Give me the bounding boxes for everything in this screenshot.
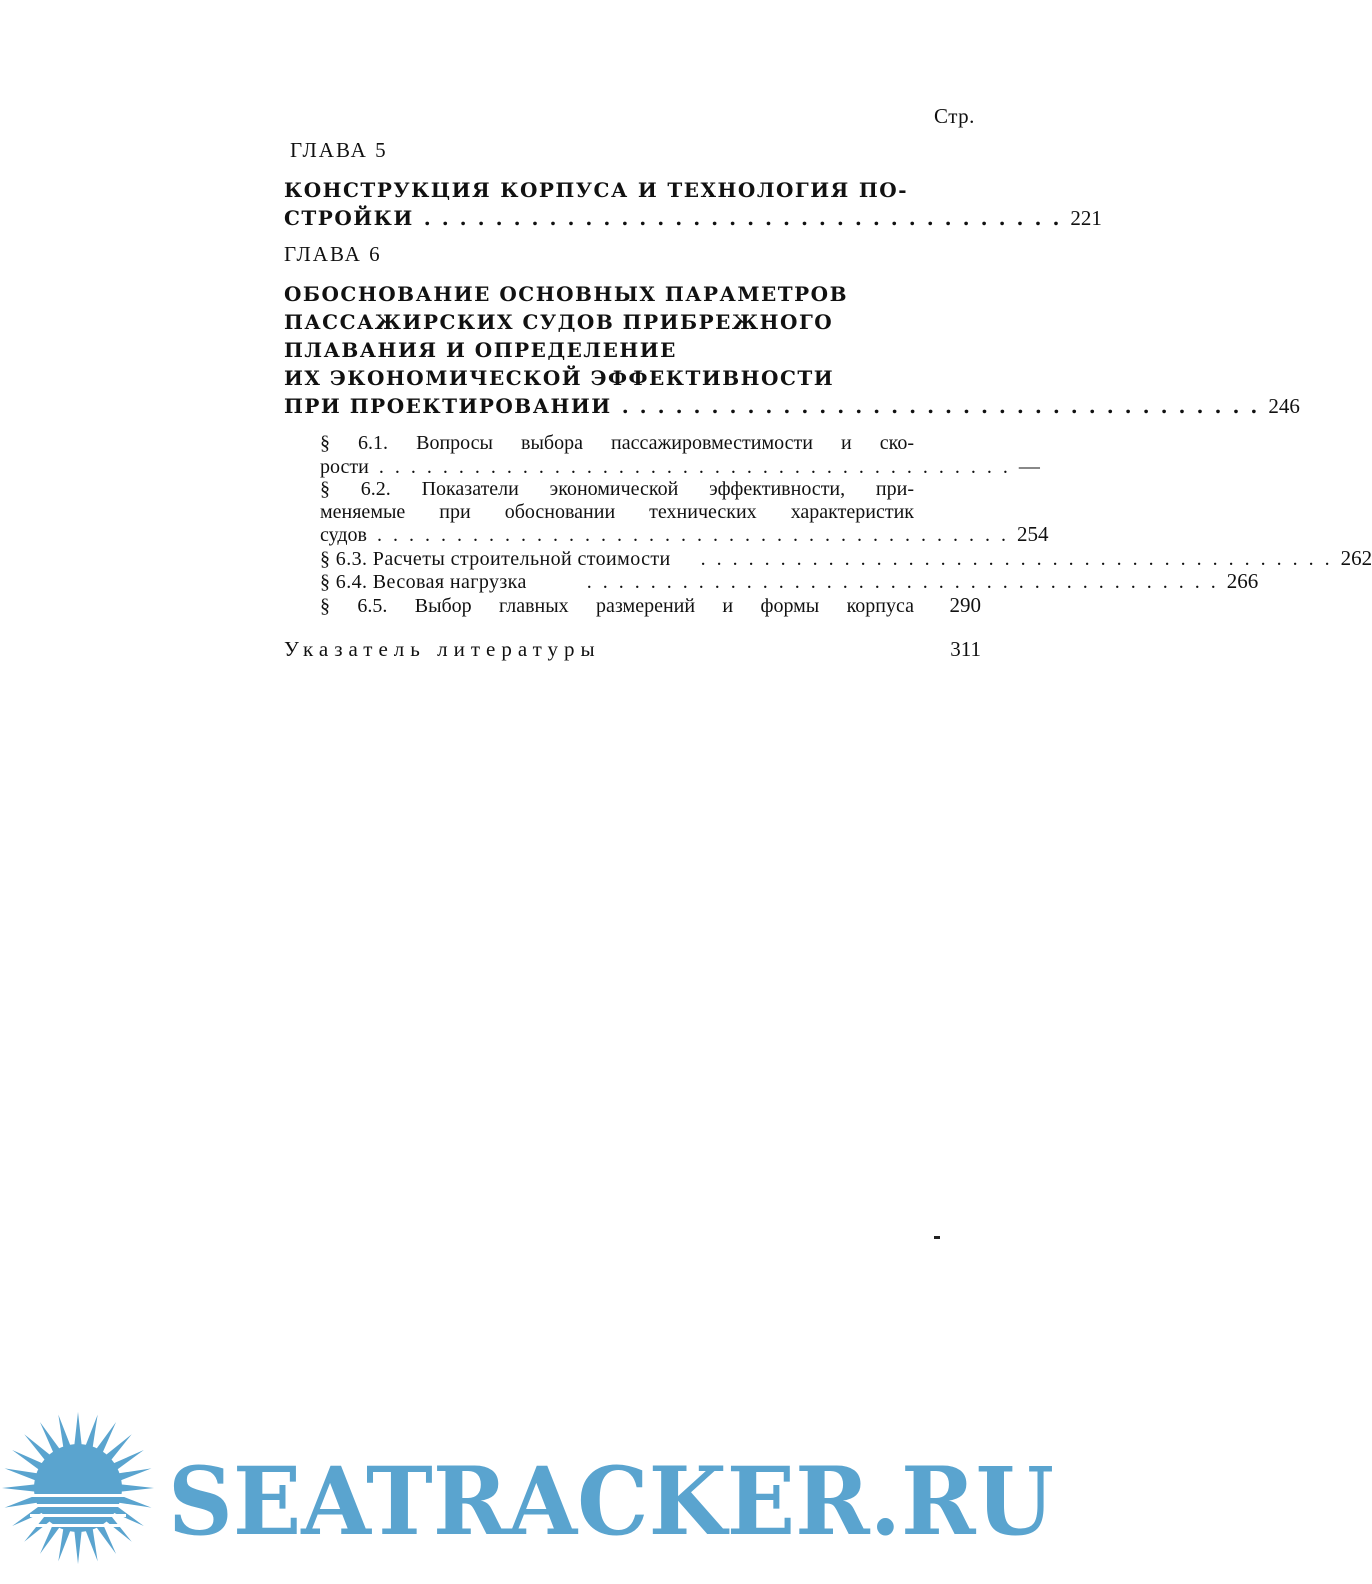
- stray-mark: [934, 1236, 940, 1239]
- section-6-4[interactable]: [320, 569, 1259, 594]
- chapter-6-title-line: ПАССАЖИРСКИХ СУДОВ ПРИБРЕЖНОГО: [284, 310, 834, 334]
- chapter-6-title-last: ПРИ ПРОЕКТИРОВАНИИ: [284, 394, 612, 418]
- chapter-6-title-line: ИХ ЭКОНОМИЧЕСКОЙ ЭФФЕКТИВНОСТИ: [284, 366, 835, 390]
- section-text: меняемые при обосновании технических характеристик: [320, 500, 914, 523]
- section-text: § 6.4. Весовая нагрузка: [320, 571, 527, 593]
- watermark: [0, 1410, 1080, 1580]
- chapter-5-entry[interactable]: [284, 176, 1102, 232]
- page-label: Стр.: [934, 104, 975, 128]
- leader-dots: ....................................: [423, 206, 1071, 230]
- section-text: рости: [320, 455, 369, 478]
- chapter-5-label: ГЛАВА 5: [290, 138, 388, 162]
- section-text: § 6.5. Выбор главных размерений и формы корпуса: [320, 594, 914, 617]
- leader-dots: ........................................: [586, 571, 1227, 593]
- chapter-6-entry[interactable]: [284, 280, 1300, 420]
- leader-dots: ....................................: [621, 394, 1269, 418]
- section-page: 290: [949, 592, 981, 617]
- chapter-6-page: 246: [1268, 394, 1300, 418]
- literature-entry[interactable]: [284, 637, 981, 662]
- chapter-5-title-last: СТРОЙКИ: [284, 206, 414, 230]
- section-6-3[interactable]: [320, 545, 1372, 571]
- watermark-text: [0, 1410, 1080, 1580]
- chapter-6-title-line: ПЛАВАНИЯ И ОПРЕДЕЛЕНИЕ: [284, 338, 677, 362]
- section-page: 262: [1340, 545, 1372, 570]
- literature-label: Указатель литературы: [284, 637, 601, 661]
- section-page: 254: [1016, 522, 1049, 546]
- section-page: 266: [1226, 569, 1259, 593]
- section-text: § 6.2. Показатели экономической эффективности, при-: [320, 478, 914, 500]
- chapter-6-title-line: ОБОСНОВАНИЕ ОСНОВНЫХ ПАРАМЕТРОВ: [284, 282, 848, 306]
- section-page: —: [1018, 453, 1040, 478]
- literature-page: 311: [950, 637, 981, 661]
- chapter-6-label: ГЛАВА 6: [284, 242, 382, 266]
- section-6-5[interactable]: [320, 594, 981, 618]
- chapter-5-title-line: КОНСТРУКЦИЯ КОРПУСА И ТЕХНОЛОГИЯ ПО-: [284, 178, 908, 202]
- section-6-2[interactable]: [320, 478, 1049, 547]
- section-text: судов: [320, 524, 367, 546]
- section-text: § 6.1. Вопросы выбора пассажировместимости и ско-: [320, 432, 914, 454]
- section-text: § 6.3. Расчеты строительной стоимости: [320, 547, 671, 570]
- leader-dots: ........................................: [376, 524, 1017, 546]
- section-6-1[interactable]: [320, 432, 1040, 478]
- leader-dots: ........................................: [700, 547, 1341, 570]
- chapter-5-page: 221: [1070, 206, 1102, 230]
- svg-text:SEATRACKER.RU: SEATRACKER.RU: [168, 1447, 1054, 1557]
- section-list: [320, 432, 1372, 617]
- leader-dots: ........................................: [378, 455, 1019, 478]
